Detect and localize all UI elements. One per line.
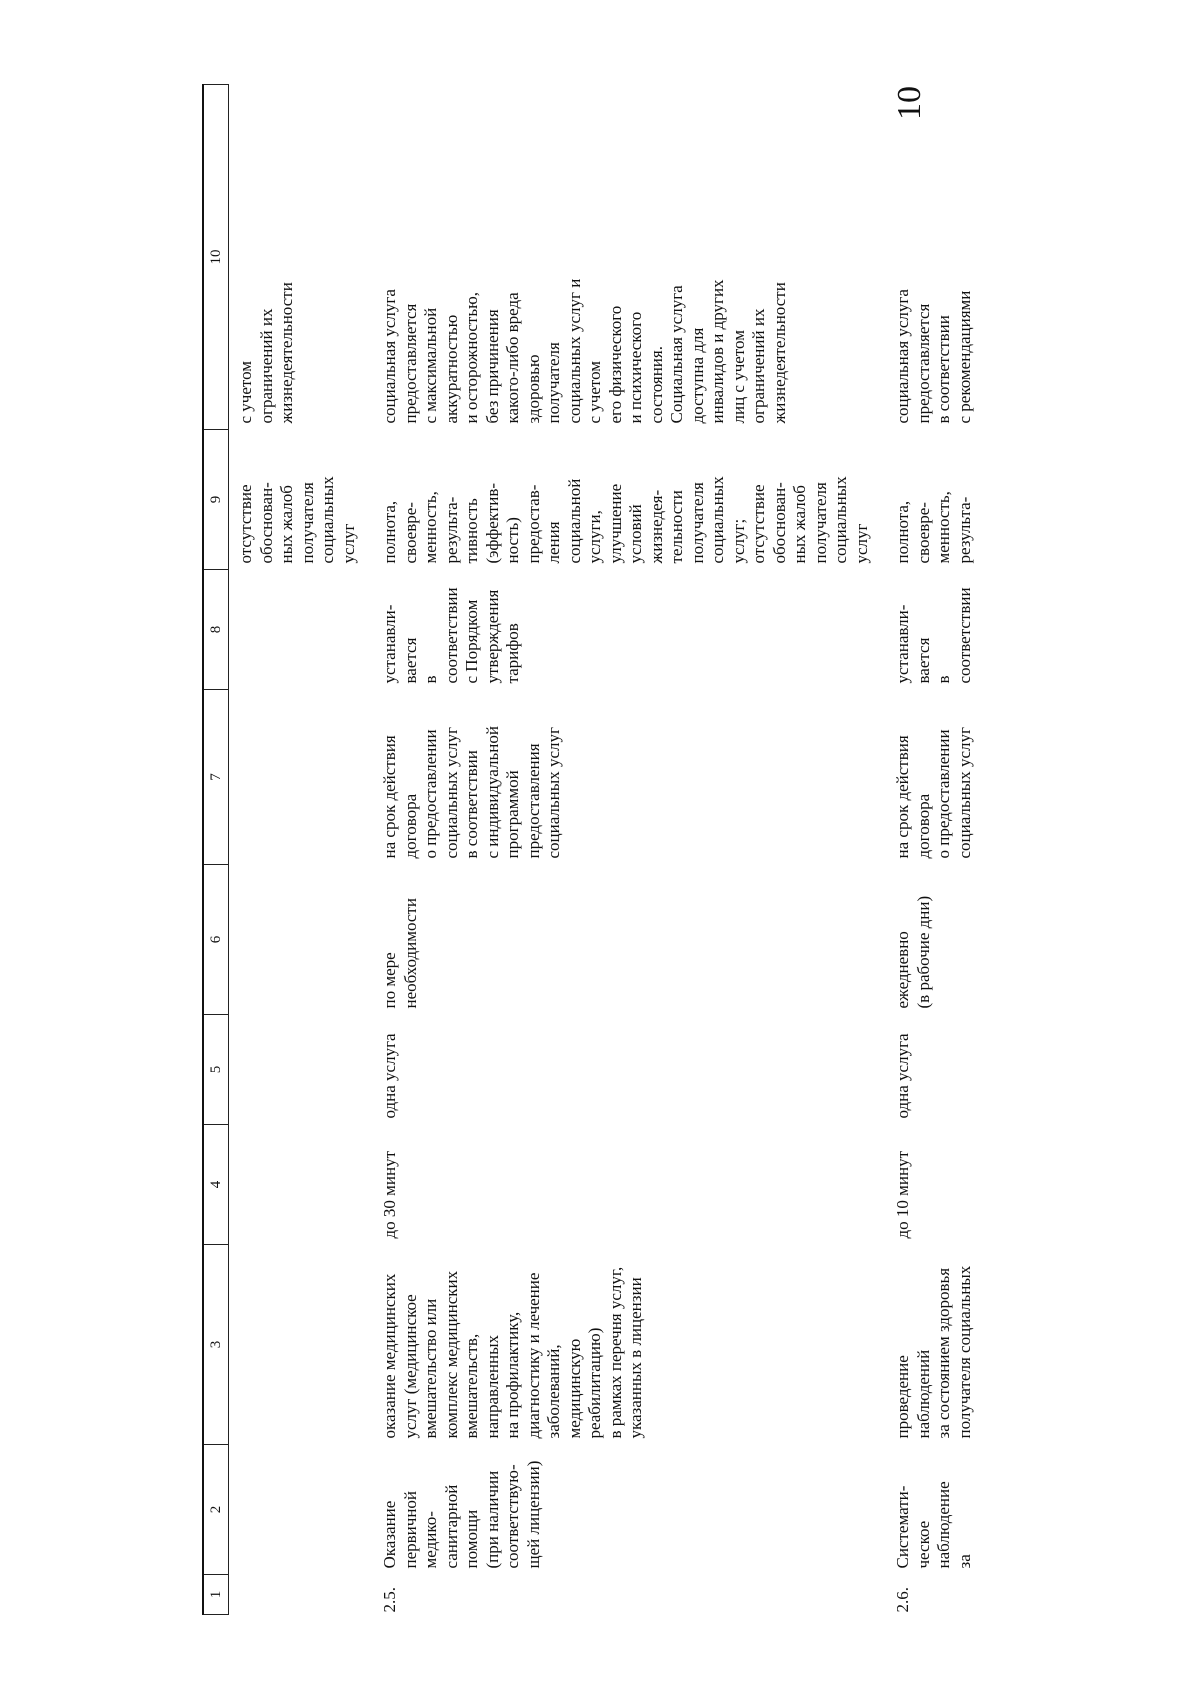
- cell-service-name: Системати- ческое наблюдение за: [893, 1481, 974, 1569]
- cell-row-number: 2.5.: [380, 1587, 399, 1613]
- cell-unit: одна услуга: [380, 1033, 399, 1119]
- cell-tariff: устанавли- вается в соответствии с Порядком утверждения тарифов: [380, 587, 522, 684]
- cell-conditions: социальная услуга предоставляется в соответствии с рекомендациями: [893, 289, 974, 424]
- cell-quality-indicators: полнота, своевре- менность, результа-: [893, 491, 974, 564]
- cell-unit: [229, 1015, 374, 1125]
- column-header-3: 3: [203, 1245, 229, 1445]
- cell-frequency: [229, 865, 374, 1015]
- cell-row-number: [229, 1575, 374, 1615]
- column-header-9: 9: [203, 430, 229, 570]
- column-header-7: 7: [203, 690, 229, 865]
- cell-duration: до 10 минут: [893, 1150, 912, 1239]
- table-row-2-6: [886, 85, 989, 1615]
- cell-tariff: устанавли- вается в соответствии: [893, 587, 974, 684]
- cell-row-number: 2.6.: [893, 1587, 912, 1613]
- cell-term: на срок действия договора о предоставлении социальных услуг в соответствии с индивидуальной программой предоставления социальных услуг: [380, 726, 563, 859]
- cell-frequency: ежедневно (в рабочие дни): [893, 895, 933, 1009]
- column-header-5: 5: [203, 1015, 229, 1125]
- cell-service-description: [229, 1245, 374, 1445]
- column-header-10: 10: [203, 85, 229, 430]
- cell-term: [229, 690, 374, 865]
- column-number-header-row: [203, 85, 229, 1615]
- cell-unit: одна услуга: [893, 1033, 912, 1119]
- cell-service-description: проведение наблюдений за состоянием здоровья получателя социальных: [893, 1265, 974, 1439]
- cell-service-description: оказание медицинских услуг (медицинское вмешательство или комплекс медицинских вмешательств, направленных на профилактику, диагностику и лечение заболеваний, медицинскую реабилитацию) в рамках перечня услуг, указанных в лицензии: [380, 1266, 645, 1439]
- cell-frequency: по мере необходимости: [380, 897, 420, 1009]
- table-row-2-5: [373, 85, 886, 1615]
- cell-service-name: [229, 1445, 374, 1575]
- column-header-6: 6: [203, 865, 229, 1015]
- cell-service-name: Оказание первичной медико- санитарной помощи (при наличии соответствую- щей лицензии): [380, 1460, 543, 1569]
- rotated-table-container: [202, 85, 1002, 1615]
- column-header-8: 8: [203, 570, 229, 690]
- cell-quality-indicators: полнота, своевре- менность, результа- тивность (эффектив- ность) предостав- ления социальной услуги, улучшение условий жизнедея- тельности получателя социальных услуг; отсутствие обоснован- ных жалоб получателя социальных услуг: [380, 476, 871, 564]
- column-header-4: 4: [203, 1125, 229, 1245]
- services-table: [202, 84, 989, 1615]
- cell-tariff: [229, 570, 374, 690]
- page-number: 10: [891, 86, 928, 120]
- cell-duration: до 30 минут: [380, 1150, 399, 1239]
- column-header-2: 2: [203, 1445, 229, 1575]
- cell-term: на срок действия договора о предоставлении социальных услуг: [893, 727, 974, 859]
- cell-duration: [229, 1125, 374, 1245]
- cell-conditions: социальная услуга предоставляется с максимальной аккуратностью и осторожностью, без причинения какого-либо вреда здоровью получателя социальных услуг и с учетом его физического и психического состояния. Социальная услуга доступна для инвалидов и других лиц с учетом ограничений их жизнедеятельности: [380, 278, 789, 424]
- cell-quality-indicators: отсутствие обоснован- ных жалоб получателя социальных услуг: [236, 476, 358, 564]
- column-header-1: 1: [203, 1575, 229, 1615]
- table-row-continuation: [229, 85, 374, 1615]
- cell-conditions: с учетом ограничений их жизнедеятельности: [236, 282, 296, 424]
